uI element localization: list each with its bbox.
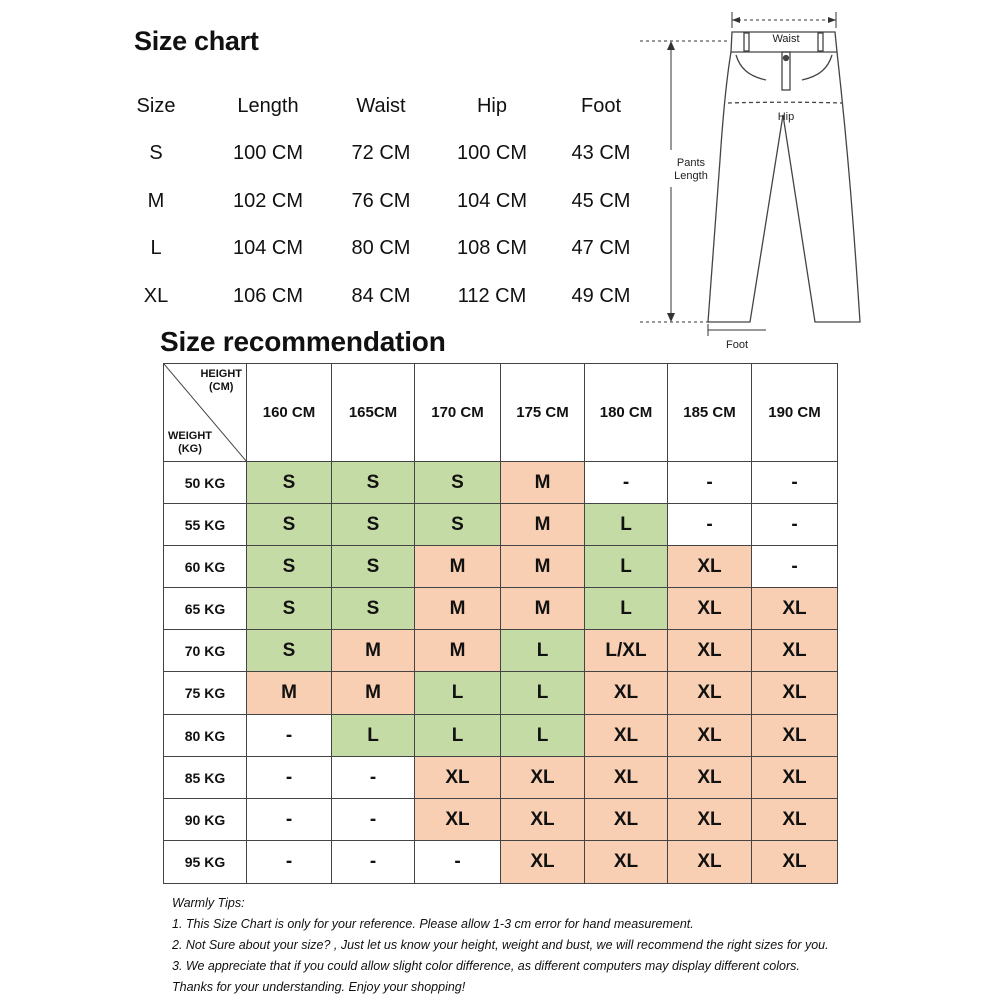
size-cell: M — [501, 546, 585, 588]
size-cell: L — [415, 672, 501, 715]
size-cell: S — [247, 630, 332, 672]
size-chart-cell: 47 CM — [571, 237, 631, 259]
tip-3: 3. We appreciate that if you could allow slight color difference, as different computers may display different colors. — [172, 959, 800, 973]
size-cell: L — [585, 588, 668, 630]
tips-thanks: Thanks for your understanding. Enjoy your shopping! — [172, 980, 466, 994]
size-cell: - — [668, 504, 752, 546]
size-cell: S — [247, 462, 332, 504]
size-cell: XL — [668, 546, 752, 588]
table-row — [164, 757, 838, 799]
weight-row-header: 55 KG — [164, 504, 247, 546]
size-cell: S — [247, 504, 332, 546]
size-chart-cell: M — [147, 190, 165, 212]
size-cell: - — [332, 757, 415, 799]
height-column-header: 160 CM — [247, 364, 332, 462]
size-cell: XL — [752, 841, 838, 884]
size-cell: XL — [752, 715, 838, 757]
size-cell: - — [415, 841, 501, 884]
size-cell: S — [332, 462, 415, 504]
size-cell: - — [247, 841, 332, 884]
size-cell: M — [415, 588, 501, 630]
size-cell: L/XL — [585, 630, 668, 672]
tip-2: 2. Not Sure about your size? , Just let us know your height, weight and bust, we will recommend the right sizes for you. — [172, 938, 829, 952]
size-chart-cell: 106 CM — [232, 285, 304, 307]
size-cell: L — [501, 715, 585, 757]
size-chart-cell: L — [150, 237, 162, 259]
size-chart-header: Foot — [580, 95, 622, 117]
table-row — [164, 841, 838, 884]
size-cell: - — [247, 799, 332, 841]
size-cell: XL — [752, 630, 838, 672]
weight-unit-label: (KG) — [178, 443, 202, 455]
weight-row-header: 60 KG — [164, 546, 247, 588]
waist-label: Waist — [772, 33, 800, 45]
size-chart-cell: 72 CM — [351, 142, 411, 164]
size-cell: S — [247, 546, 332, 588]
size-cell: XL — [501, 841, 585, 884]
size-cell: XL — [668, 757, 752, 799]
size-chart-cell: 49 CM — [571, 285, 631, 307]
size-cell: M — [332, 672, 415, 715]
size-cell: M — [415, 630, 501, 672]
table-row — [164, 630, 838, 672]
height-column-header: 180 CM — [585, 364, 668, 462]
size-cell: S — [415, 462, 501, 504]
size-cell: XL — [585, 757, 668, 799]
weight-row-header: 85 KG — [164, 757, 247, 799]
height-column-header: 185 CM — [668, 364, 752, 462]
weight-row-header: 70 KG — [164, 630, 247, 672]
size-cell: S — [415, 504, 501, 546]
size-chart-header: Length — [237, 95, 299, 117]
size-cell: - — [752, 546, 838, 588]
size-cell: S — [332, 546, 415, 588]
size-cell: - — [247, 757, 332, 799]
size-chart-cell: 104 CM — [456, 190, 528, 212]
size-cell: - — [332, 799, 415, 841]
size-cell: XL — [585, 672, 668, 715]
size-cell: XL — [415, 757, 501, 799]
size-chart-cell: 84 CM — [351, 285, 411, 307]
size-cell: - — [668, 462, 752, 504]
hip-label: Hip — [777, 111, 795, 123]
table-row — [164, 546, 838, 588]
size-cell: M — [415, 546, 501, 588]
size-cell: - — [585, 462, 668, 504]
size-cell: XL — [668, 630, 752, 672]
size-cell: - — [752, 504, 838, 546]
size-chart-cell: 104 CM — [232, 237, 304, 259]
table-row — [164, 715, 838, 757]
height-column-header: 190 CM — [752, 364, 838, 462]
size-cell: XL — [668, 588, 752, 630]
size-cell: S — [247, 588, 332, 630]
weight-row-header: 50 KG — [164, 462, 247, 504]
size-chart-cell: 100 CM — [232, 142, 304, 164]
height-column-header: 175 CM — [501, 364, 585, 462]
table-row — [164, 672, 838, 715]
pants-length-label-1: Pants — [676, 157, 706, 169]
size-cell: XL — [585, 715, 668, 757]
size-cell: - — [247, 715, 332, 757]
weight-row-header: 90 KG — [164, 799, 247, 841]
weight-row-header: 95 KG — [164, 841, 247, 884]
weight-row-header: 80 KG — [164, 715, 247, 757]
size-chart-header: Waist — [356, 95, 406, 117]
size-cell: XL — [752, 757, 838, 799]
size-cell: XL — [585, 841, 668, 884]
size-chart-cell: S — [149, 142, 163, 164]
tips-section — [172, 893, 829, 998]
size-cell: XL — [501, 799, 585, 841]
table-row — [164, 462, 838, 504]
table-corner-header — [164, 364, 247, 462]
tips-heading: Warmly Tips: — [172, 896, 245, 910]
size-cell: XL — [668, 841, 752, 884]
table-row — [164, 799, 838, 841]
size-chart-title: Size chart — [134, 26, 259, 56]
size-cell: XL — [668, 799, 752, 841]
size-cell: L — [501, 672, 585, 715]
size-recommendation-title: Size recommendation — [160, 326, 446, 357]
size-chart-cell: 112 CM — [457, 285, 527, 307]
size-cell: XL — [752, 672, 838, 715]
size-cell: S — [332, 504, 415, 546]
table-row — [164, 588, 838, 630]
size-cell: - — [332, 841, 415, 884]
size-cell: L — [585, 504, 668, 546]
size-chart-cell: 43 CM — [571, 142, 631, 164]
size-chart-cell: 76 CM — [351, 190, 411, 212]
size-chart-cell: 108 CM — [456, 237, 528, 259]
size-cell: M — [247, 672, 332, 715]
height-unit-label: (CM) — [209, 381, 234, 393]
size-chart-cell: XL — [143, 285, 169, 307]
weight-row-header: 75 KG — [164, 672, 247, 715]
weight-header-label: WEIGHT — [168, 430, 212, 442]
size-cell: M — [501, 462, 585, 504]
size-cell: L — [501, 630, 585, 672]
pants-length-label-2: Length — [674, 170, 708, 182]
size-cell: XL — [585, 799, 668, 841]
height-column-header: 165CM — [332, 364, 415, 462]
size-cell: M — [501, 504, 585, 546]
size-cell: XL — [501, 757, 585, 799]
size-cell: XL — [752, 588, 838, 630]
size-chart-cell: 102 CM — [232, 190, 304, 212]
size-chart-cell: 100 CM — [456, 142, 528, 164]
size-chart-header: Hip — [476, 95, 507, 117]
size-cell: L — [585, 546, 668, 588]
size-recommendation-table — [163, 363, 838, 884]
foot-label: Foot — [725, 339, 749, 351]
size-cell: XL — [415, 799, 501, 841]
size-chart-cell: 80 CM — [351, 237, 411, 259]
size-cell: M — [332, 630, 415, 672]
weight-row-header: 65 KG — [164, 588, 247, 630]
size-cell: L — [332, 715, 415, 757]
size-cell: XL — [668, 715, 752, 757]
size-cell: M — [501, 588, 585, 630]
pants-diagram — [640, 0, 870, 360]
table-row — [164, 504, 838, 546]
height-header-label: HEIGHT — [200, 368, 242, 380]
size-chart-cell: 45 CM — [571, 190, 631, 212]
size-cell: XL — [752, 799, 838, 841]
size-cell: L — [415, 715, 501, 757]
height-column-header: 170 CM — [415, 364, 501, 462]
size-cell: - — [752, 462, 838, 504]
size-chart-header: Size — [136, 95, 176, 117]
tip-1: 1. This Size Chart is only for your reference. Please allow 1-3 cm error for hand measurement. — [172, 917, 694, 931]
size-cell: S — [332, 588, 415, 630]
size-cell: XL — [668, 672, 752, 715]
